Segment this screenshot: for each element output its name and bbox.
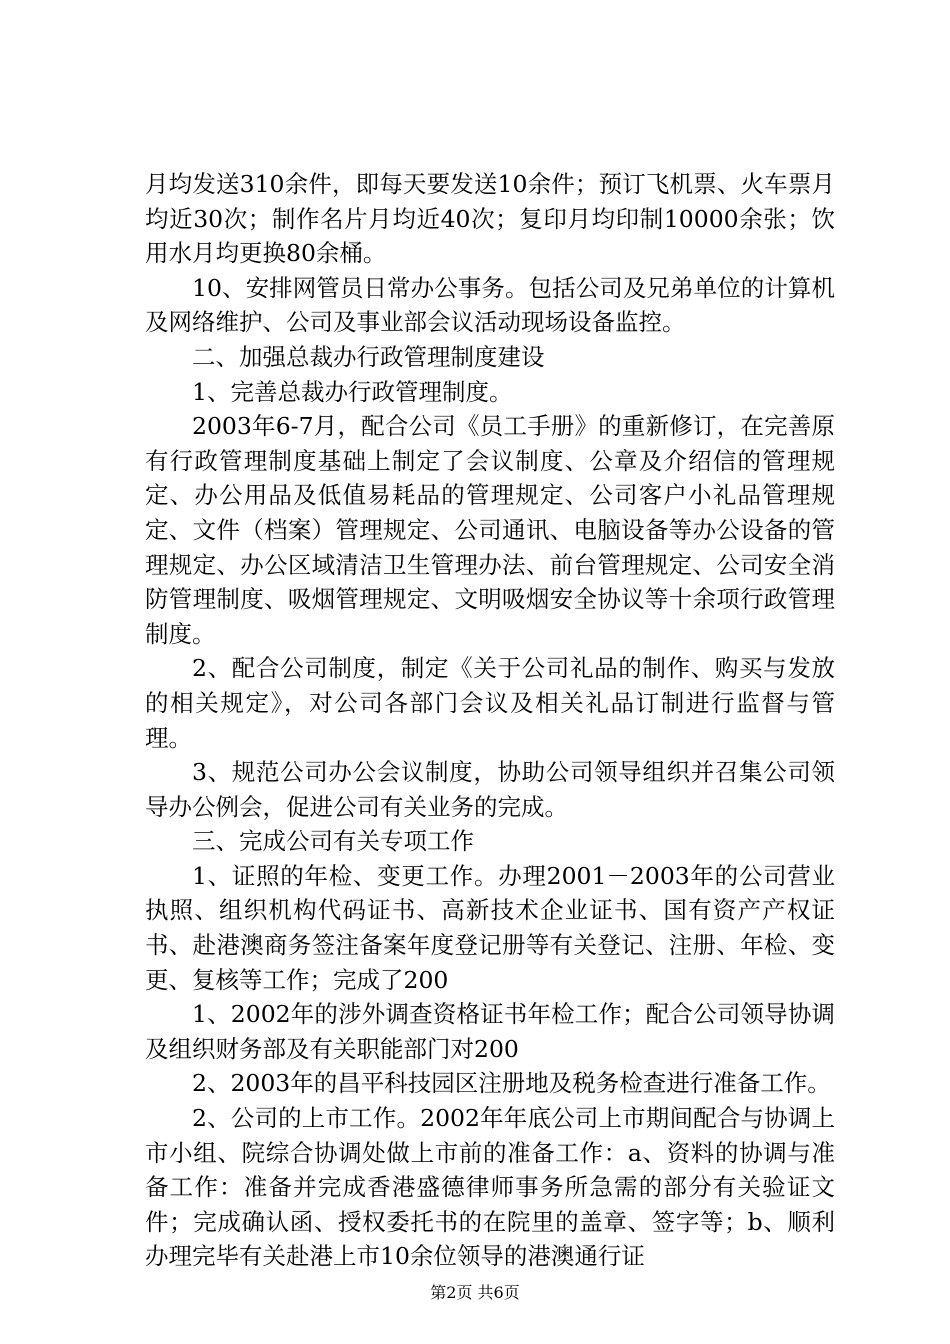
section-heading-3: 三、完成公司有关专项工作 [192, 827, 474, 856]
subheading-2-1: 1、完善总裁办行政管理制度。 [192, 377, 513, 406]
paragraph-2-2: 2、配合公司制度，制定《关于公司礼品的制作、购买与发放的相关规定》，对公司各部门会议及相关礼品订制进行监督与管理。 [145, 654, 835, 752]
paragraph-3-1-2003: 2、2003年的昌平科技园区注册地及税务检查进行准备工作。 [192, 1069, 831, 1098]
paragraph-2-3: 3、规范公司办公会议制度，协助公司领导组织并召集公司领导办公例会，促进公司有关业务的完成。 [145, 758, 835, 821]
page-number-footer: 第2页 共6页 [430, 1283, 520, 1302]
paragraph-2003-regulations: 2003年6-7月，配合公司《员工手册》的重新修订，在完善原有行政管理制度基础上制定了会议制度、公章及介绍信的管理规定、办公用品及低值易耗品的管理规定、公司客户小礼品管理规定、文件（档案）管理规定、公司通讯、电脑设备等办公设备的管理规定、办公区域清洁卫生管理办法、前台管理规定、公司安全消防管理制度、吸烟管理规定、文明吸烟安全协议等十余项行政管理制度。 [145, 412, 835, 648]
paragraph-3-1-licenses: 1、证照的年检、变更工作。办理2001－2003年的公司营业执照、组织机构代码证书、高新技术企业证书、国有资产产权证书、赴港澳商务签注备案年度登记册等有关登记、注册、年检、变更、复核等工作；完成了200 [145, 861, 835, 994]
document-body [145, 167, 835, 1274]
paragraph-3-2-listing: 2、公司的上市工作。2002年年底公司上市期间配合与协调上市小组、院综合协调处做上市前的准备工作：a、资料的协调与准备工作：准备并完成香港盛德律师事务所急需的部分有关验证文件；完成确认函、授权委托书的在院里的盖章、签字等；b、顺利办理完毕有关赴港上市10余位领导的港澳通行证 [145, 1104, 835, 1271]
paragraph-item-10: 10、安排网管员日常办公事务。包括公司及兄弟单位的计算机及网络维护、公司及事业部会议活动现场设备监控。 [145, 273, 835, 337]
section-heading-2: 二、加强总裁办行政管理制度建设 [192, 342, 545, 371]
paragraph-continuation: 月均发送310余件，即每天要发送10余件；预订飞机票、火车票月均近30次；制作名片月均近40次；复印月均印制10000余张；饮用水月均更换80余桶。 [145, 170, 835, 268]
paragraph-3-1-2002: 1、2002年的涉外调查资格证书年检工作；配合公司领导协调及组织财务部及有关职能部门对200 [145, 1000, 835, 1063]
